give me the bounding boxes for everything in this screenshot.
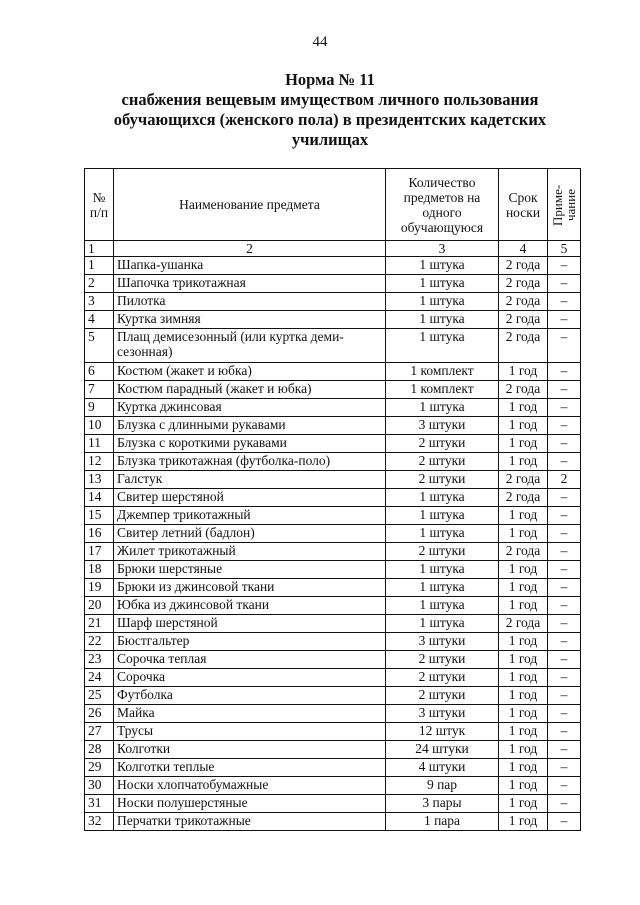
header-quantity: Количество предметов на одного обучающуюся bbox=[386, 169, 499, 241]
item-note: – bbox=[548, 705, 581, 723]
item-name: Пилотка bbox=[114, 293, 386, 311]
column-number: 5 bbox=[548, 241, 581, 257]
item-wear-term: 1 год bbox=[499, 813, 548, 831]
item-wear-term: 2 года bbox=[499, 329, 548, 363]
item-note: – bbox=[548, 435, 581, 453]
table-header-row bbox=[85, 169, 581, 241]
table-row bbox=[85, 615, 581, 633]
item-wear-term: 1 год bbox=[499, 687, 548, 705]
table-row bbox=[85, 507, 581, 525]
item-quantity: 2 штуки bbox=[386, 687, 499, 705]
table-body bbox=[85, 257, 581, 831]
item-wear-term: 1 год bbox=[499, 651, 548, 669]
row-number: 5 bbox=[85, 329, 114, 363]
item-note: – bbox=[548, 507, 581, 525]
item-quantity: 12 штук bbox=[386, 723, 499, 741]
item-name: Галстук bbox=[114, 471, 386, 489]
item-note: – bbox=[548, 723, 581, 741]
table-row bbox=[85, 525, 581, 543]
item-quantity: 4 штуки bbox=[386, 759, 499, 777]
item-note: – bbox=[548, 795, 581, 813]
column-number: 2 bbox=[114, 241, 386, 257]
item-name: Куртка джинсовая bbox=[114, 399, 386, 417]
item-wear-term: 2 года bbox=[499, 311, 548, 329]
item-quantity: 3 штуки bbox=[386, 705, 499, 723]
item-wear-term: 1 год bbox=[499, 399, 548, 417]
item-name: Сорочка bbox=[114, 669, 386, 687]
table-row bbox=[85, 453, 581, 471]
row-number: 21 bbox=[85, 615, 114, 633]
row-number: 14 bbox=[85, 489, 114, 507]
table-row bbox=[85, 633, 581, 651]
item-note: – bbox=[548, 417, 581, 435]
title-line-subject: снабжения вещевым имуществом личного пользования bbox=[121, 90, 539, 109]
table-row bbox=[85, 381, 581, 399]
item-wear-term: 1 год bbox=[499, 669, 548, 687]
row-number: 29 bbox=[85, 759, 114, 777]
item-wear-term: 2 года bbox=[499, 471, 548, 489]
item-name: Сорочка теплая bbox=[114, 651, 386, 669]
table-row bbox=[85, 597, 581, 615]
item-note: – bbox=[548, 543, 581, 561]
supply-norm-table bbox=[84, 168, 581, 831]
item-wear-term: 1 год bbox=[499, 741, 548, 759]
table-row bbox=[85, 293, 581, 311]
table-row bbox=[85, 669, 581, 687]
item-quantity: 1 штука bbox=[386, 293, 499, 311]
item-note: – bbox=[548, 759, 581, 777]
row-number: 32 bbox=[85, 813, 114, 831]
item-name: Брюки из джинсовой ткани bbox=[114, 579, 386, 597]
page-number: 44 bbox=[312, 34, 328, 50]
item-note: – bbox=[548, 381, 581, 399]
item-note: – bbox=[548, 275, 581, 293]
item-note: – bbox=[548, 399, 581, 417]
item-quantity: 3 штуки bbox=[386, 633, 499, 651]
item-wear-term: 1 год bbox=[499, 435, 548, 453]
document-title bbox=[60, 70, 600, 150]
table-row bbox=[85, 579, 581, 597]
row-number: 9 bbox=[85, 399, 114, 417]
table-row bbox=[85, 759, 581, 777]
item-quantity: 1 штука bbox=[386, 329, 499, 363]
item-name: Свитер шерстяной bbox=[114, 489, 386, 507]
item-quantity: 1 штука bbox=[386, 311, 499, 329]
item-quantity: 2 штуки bbox=[386, 651, 499, 669]
item-name: Блузка с длинными рукавами bbox=[114, 417, 386, 435]
row-number: 10 bbox=[85, 417, 114, 435]
row-number: 23 bbox=[85, 651, 114, 669]
item-quantity: 1 штука bbox=[386, 507, 499, 525]
item-wear-term: 1 год bbox=[499, 579, 548, 597]
item-wear-term: 1 год bbox=[499, 633, 548, 651]
item-name: Носки хлопчатобумажные bbox=[114, 777, 386, 795]
table-row bbox=[85, 795, 581, 813]
table-row bbox=[85, 561, 581, 579]
item-name: Костюм (жакет и юбка) bbox=[114, 363, 386, 381]
item-name: Костюм парадный (жакет и юбка) bbox=[114, 381, 386, 399]
item-quantity: 2 штуки bbox=[386, 543, 499, 561]
item-name: Перчатки трикотажные bbox=[114, 813, 386, 831]
item-quantity: 1 штука bbox=[386, 615, 499, 633]
row-number: 2 bbox=[85, 275, 114, 293]
item-note: – bbox=[548, 615, 581, 633]
item-quantity: 1 штука bbox=[386, 579, 499, 597]
item-note: – bbox=[548, 363, 581, 381]
item-wear-term: 1 год bbox=[499, 705, 548, 723]
item-quantity: 3 штуки bbox=[386, 417, 499, 435]
item-wear-term: 1 год bbox=[499, 561, 548, 579]
table-row bbox=[85, 399, 581, 417]
row-number: 26 bbox=[85, 705, 114, 723]
title-line-norm: Норма № 11 bbox=[285, 70, 375, 89]
item-wear-term: 2 года bbox=[499, 615, 548, 633]
item-name: Юбка из джинсовой ткани bbox=[114, 597, 386, 615]
item-wear-term: 2 года bbox=[499, 381, 548, 399]
column-number: 1 bbox=[85, 241, 114, 257]
item-name: Брюки шерстяные bbox=[114, 561, 386, 579]
item-quantity: 1 комплект bbox=[386, 363, 499, 381]
column-number-row bbox=[85, 241, 581, 257]
table-row bbox=[85, 417, 581, 435]
item-name: Свитер летний (бадлон) bbox=[114, 525, 386, 543]
item-name: Трусы bbox=[114, 723, 386, 741]
column-number: 3 bbox=[386, 241, 499, 257]
item-wear-term: 2 года bbox=[499, 543, 548, 561]
item-note: – bbox=[548, 687, 581, 705]
row-number: 15 bbox=[85, 507, 114, 525]
item-name: Шапочка трикотажная bbox=[114, 275, 386, 293]
table-row bbox=[85, 329, 581, 363]
row-number: 11 bbox=[85, 435, 114, 453]
row-number: 13 bbox=[85, 471, 114, 489]
title-line-recipients: обучающихся (женского пола) в президентских кадетских bbox=[113, 110, 547, 129]
row-number: 17 bbox=[85, 543, 114, 561]
item-quantity: 1 пара bbox=[386, 813, 499, 831]
item-name: Носки полушерстяные bbox=[114, 795, 386, 813]
row-number: 22 bbox=[85, 633, 114, 651]
item-name: Блузка с короткими рукавами bbox=[114, 435, 386, 453]
table-row bbox=[85, 471, 581, 489]
header-note-text: Приме-чание bbox=[550, 183, 578, 226]
item-note: – bbox=[548, 669, 581, 687]
item-wear-term: 2 года bbox=[499, 257, 548, 275]
item-quantity: 3 пары bbox=[386, 795, 499, 813]
row-number: 24 bbox=[85, 669, 114, 687]
row-number: 4 bbox=[85, 311, 114, 329]
header-wear-term: Срок носки bbox=[499, 169, 548, 241]
item-note: 2 bbox=[548, 471, 581, 489]
item-note: – bbox=[548, 633, 581, 651]
item-wear-term: 1 год bbox=[499, 507, 548, 525]
item-wear-term: 1 год bbox=[499, 453, 548, 471]
item-quantity: 1 штука bbox=[386, 399, 499, 417]
item-name: Куртка зимняя bbox=[114, 311, 386, 329]
item-wear-term: 1 год bbox=[499, 723, 548, 741]
item-wear-term: 2 года bbox=[499, 275, 548, 293]
row-number: 19 bbox=[85, 579, 114, 597]
row-number: 30 bbox=[85, 777, 114, 795]
header-number: № п/п bbox=[85, 169, 114, 241]
item-quantity: 1 штука bbox=[386, 489, 499, 507]
item-note: – bbox=[548, 777, 581, 795]
row-number: 31 bbox=[85, 795, 114, 813]
item-wear-term: 2 года bbox=[499, 489, 548, 507]
item-note: – bbox=[548, 293, 581, 311]
row-number: 7 bbox=[85, 381, 114, 399]
item-name: Блузка трикотажная (футболка-поло) bbox=[114, 453, 386, 471]
table-row bbox=[85, 435, 581, 453]
item-wear-term: 1 год bbox=[499, 777, 548, 795]
item-name: Бюстгальтер bbox=[114, 633, 386, 651]
table-row bbox=[85, 813, 581, 831]
item-wear-term: 1 год bbox=[499, 363, 548, 381]
item-quantity: 1 штука bbox=[386, 525, 499, 543]
item-quantity: 2 штуки bbox=[386, 435, 499, 453]
item-note: – bbox=[548, 489, 581, 507]
row-number: 25 bbox=[85, 687, 114, 705]
table-row bbox=[85, 687, 581, 705]
item-wear-term: 1 год bbox=[499, 795, 548, 813]
table-row bbox=[85, 257, 581, 275]
table-row bbox=[85, 543, 581, 561]
item-wear-term: 1 год bbox=[499, 759, 548, 777]
item-quantity: 24 штуки bbox=[386, 741, 499, 759]
row-number: 28 bbox=[85, 741, 114, 759]
item-wear-term: 1 год bbox=[499, 525, 548, 543]
item-quantity: 1 штука bbox=[386, 561, 499, 579]
item-note: – bbox=[548, 741, 581, 759]
item-quantity: 2 штуки bbox=[386, 669, 499, 687]
row-number: 16 bbox=[85, 525, 114, 543]
item-name: Футболка bbox=[114, 687, 386, 705]
item-wear-term: 1 год bbox=[499, 597, 548, 615]
table-row bbox=[85, 275, 581, 293]
column-number: 4 bbox=[499, 241, 548, 257]
item-note: – bbox=[548, 579, 581, 597]
item-note: – bbox=[548, 813, 581, 831]
item-quantity: 2 штуки bbox=[386, 471, 499, 489]
header-note bbox=[548, 169, 581, 241]
row-number: 20 bbox=[85, 597, 114, 615]
item-note: – bbox=[548, 597, 581, 615]
item-note: – bbox=[548, 561, 581, 579]
item-quantity: 1 комплект bbox=[386, 381, 499, 399]
table-row bbox=[85, 363, 581, 381]
item-note: – bbox=[548, 329, 581, 363]
row-number: 6 bbox=[85, 363, 114, 381]
table-row bbox=[85, 651, 581, 669]
item-note: – bbox=[548, 257, 581, 275]
item-note: – bbox=[548, 311, 581, 329]
item-wear-term: 1 год bbox=[499, 417, 548, 435]
row-number: 18 bbox=[85, 561, 114, 579]
table-row bbox=[85, 311, 581, 329]
row-number: 1 bbox=[85, 257, 114, 275]
table-row bbox=[85, 489, 581, 507]
item-name: Шапка-ушанка bbox=[114, 257, 386, 275]
item-name: Колготки bbox=[114, 741, 386, 759]
row-number: 3 bbox=[85, 293, 114, 311]
item-name: Жилет трикотажный bbox=[114, 543, 386, 561]
item-quantity: 1 штука bbox=[386, 257, 499, 275]
table-row bbox=[85, 705, 581, 723]
item-note: – bbox=[548, 525, 581, 543]
item-name: Колготки теплые bbox=[114, 759, 386, 777]
item-name: Плащ демисезонный (или куртка деми-сезонная) bbox=[114, 329, 386, 363]
table-row bbox=[85, 741, 581, 759]
row-number: 27 bbox=[85, 723, 114, 741]
item-name: Джемпер трикотажный bbox=[114, 507, 386, 525]
item-name: Шарф шерстяной bbox=[114, 615, 386, 633]
item-quantity: 9 пар bbox=[386, 777, 499, 795]
item-wear-term: 2 года bbox=[499, 293, 548, 311]
table-row bbox=[85, 723, 581, 741]
item-quantity: 2 штуки bbox=[386, 453, 499, 471]
row-number: 12 bbox=[85, 453, 114, 471]
table-row bbox=[85, 777, 581, 795]
item-note: – bbox=[548, 651, 581, 669]
item-quantity: 1 штука bbox=[386, 275, 499, 293]
item-quantity: 1 штука bbox=[386, 597, 499, 615]
item-note: – bbox=[548, 453, 581, 471]
header-item-name: Наименование предмета bbox=[114, 169, 386, 241]
item-name: Майка bbox=[114, 705, 386, 723]
title-line-institution: училищах bbox=[291, 130, 369, 149]
